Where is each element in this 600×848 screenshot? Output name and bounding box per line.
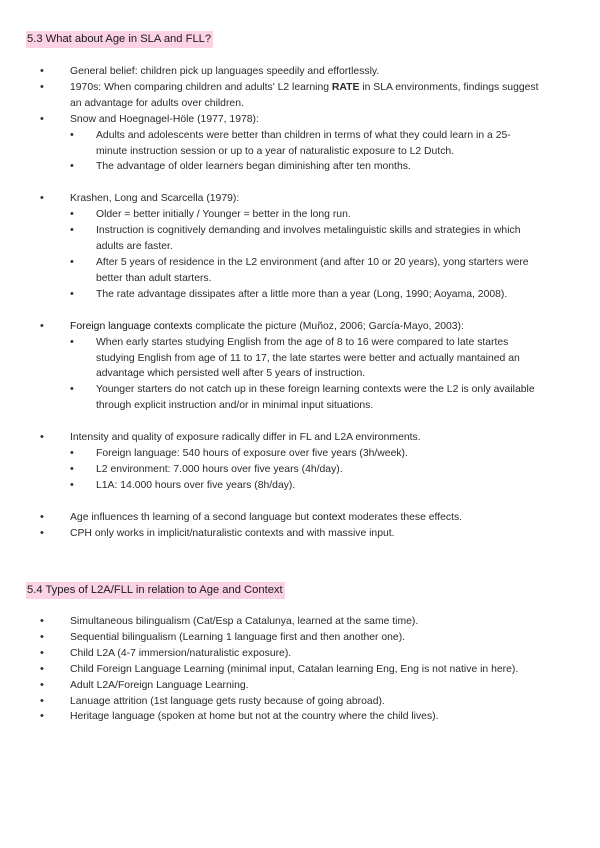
- sub-list-item: [70, 207, 540, 223]
- sub-bullet-text: Adults and adolescents were better than children in terms of what they could learn in a 25-minute instruction session or up to a year of naturalistic exposure to L2 Dutch.: [96, 129, 511, 157]
- list-item: [0, 646, 550, 662]
- list-item: [0, 662, 550, 678]
- spacer: [0, 494, 480, 510]
- sub-list-item: [70, 128, 540, 160]
- section-heading-5-3: 5.3 What about Age in SLA and FLL?: [26, 31, 213, 48]
- section-5-4-list: [0, 614, 600, 725]
- list-item: [0, 319, 550, 414]
- sub-bullet-text: Older = better initially / Younger = better in the long run.: [96, 209, 351, 221]
- sub-list: [70, 446, 550, 494]
- sub-list-item: [70, 478, 540, 494]
- spacer: [0, 175, 480, 191]
- sub-bullet-text: Younger starters do not catch up in these foreign learning contexts were the L2 is only available through explicit instruction and/or in minimal input situations.: [96, 384, 535, 412]
- list-item: [0, 526, 550, 542]
- sub-list-item: [70, 335, 540, 383]
- spacer: [0, 303, 480, 319]
- list-item: [0, 80, 550, 112]
- sub-list-item: [70, 287, 540, 303]
- sub-list-item: [70, 255, 540, 287]
- bullet-text: CPH only works in implicit/naturalistic contexts and with massive input.: [70, 527, 395, 539]
- bullet-text-bold: RATE: [331, 81, 360, 93]
- bullet-text: Heritage language (spoken at home but not at the country where the child lives).: [70, 711, 439, 723]
- sub-list-item: [70, 159, 540, 175]
- sub-bullet-text: Instruction is cognitively demanding and involves metalinguistic skills and strategies in which adults are faster.: [96, 225, 521, 253]
- sub-bullet-text: Foreign language: 540 hours of exposure over five years (3h/week).: [96, 448, 408, 460]
- list-item: [0, 694, 550, 710]
- sub-list: [70, 128, 550, 176]
- list-item: [0, 64, 550, 80]
- bullet-text-post: complicate the picture (Muñoz, 2006; García-Mayo, 2003):: [192, 320, 464, 332]
- list-item: [0, 430, 550, 494]
- bullet-text-pre: 1970s: When comparing children and adults' L2 learning: [70, 81, 332, 93]
- section-heading-5-4: 5.4 Types of L2A/FLL in relation to Age and Context: [26, 582, 285, 599]
- bullet-text: Snow and Hoegnagel-Höle (1977, 1978):: [70, 113, 259, 125]
- sub-bullet-text: The rate advantage dissipates after a little more than a year (Long, 1990; Aoyama, 2008).: [96, 288, 508, 300]
- bullet-text: Krashen, Long and Scarcella (1979):: [70, 193, 240, 205]
- sub-bullet-text: After 5 years of residence in the L2 environment (and after 10 or 20 years), yong starters were better than adult starters.: [96, 256, 529, 284]
- spacer: [0, 414, 480, 430]
- bullet-text-emphasis: Foreign language contexts: [70, 320, 193, 332]
- sub-list-item: [70, 462, 540, 478]
- list-item: [0, 678, 550, 694]
- sub-list: [70, 207, 550, 302]
- sub-bullet-text: L2 environment: 7.000 hours over five years (4h/day).: [96, 463, 343, 475]
- bullet-text-emphasis: context: [312, 511, 346, 523]
- bullet-text: Simultaneous bilingualism (Cat/Esp a Catalunya, learned at the same time).: [70, 616, 419, 627]
- sub-list-item: [70, 382, 540, 414]
- sub-list-item: [70, 223, 540, 255]
- list-item: [0, 191, 550, 302]
- bullet-text: Intensity and quality of exposure radically differ in FL and L2A environments.: [70, 432, 421, 444]
- list-item: [0, 614, 550, 630]
- bullet-text: Adult L2A/Foreign Language Learning.: [70, 679, 249, 691]
- bullet-text: General belief: children pick up languages speedily and effortlessly.: [70, 66, 380, 77]
- sub-bullet-text: When early startes studying English from the age of 8 to 16 were compared to late startes studying English from age of 11 to 17, the late startes were better and actually mantained an advantage which persisted well after 5 years of instruction.: [96, 336, 520, 380]
- bullet-text-pre: Age influences th learning of a second language but: [70, 511, 313, 523]
- sub-list-item: [70, 446, 540, 462]
- bullet-text: Child L2A (4-7 immersion/naturalistic exposure).: [70, 647, 292, 659]
- sub-bullet-text: L1A: 14.000 hours over five years (8h/day).: [96, 479, 296, 491]
- sub-list: [70, 335, 550, 415]
- section-5-3-list: [0, 64, 600, 542]
- bullet-text-post: in SLA environments, findings suggest an advantage for adults over children.: [70, 81, 539, 109]
- bullet-text-post: moderates these effects.: [345, 511, 463, 523]
- list-item: [0, 510, 550, 526]
- bullet-text: Child Foreign Language Learning (minimal input, Catalan learning Eng, Eng is not native in here).: [70, 663, 519, 675]
- bullet-text: Sequential bilingualism (Learning 1 language first and then another one).: [70, 631, 406, 643]
- sub-bullet-text: The advantage of older learners began diminishing after ten months.: [96, 161, 411, 173]
- list-item: [0, 709, 550, 725]
- bullet-text: Lanuage attrition (1st language gets rusty because of going abroad).: [70, 695, 385, 707]
- list-item: [0, 630, 550, 646]
- list-item: [0, 112, 550, 176]
